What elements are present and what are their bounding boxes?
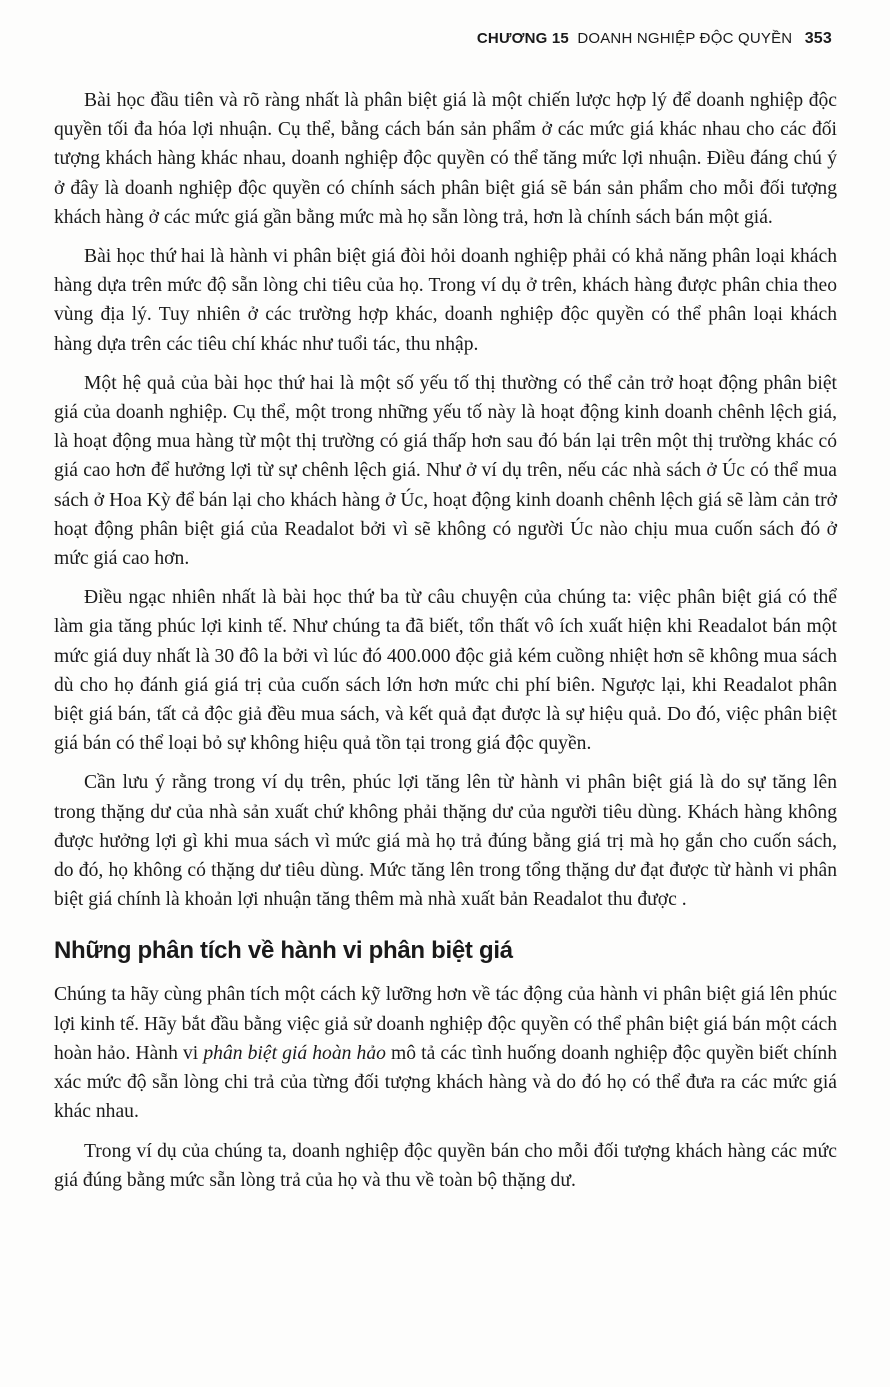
paragraph-surplus-note: Cần lưu ý rằng trong ví dụ trên, phúc lợi tăng lên từ hành vi phân biệt giá là do sự tăng lên trong thặng dư của nhà sản xuất chứ không phải thặng dư của người tiêu dùng. Khách hàng không được hưởng lợi gì khi mua sách vì mức giá mà họ trả đúng bằng giá trị mà họ gắn cho cuốn sách, do đó, họ không có thặng dư tiêu dùng. Mức tăng lên trong tổng thặng dư đạt được từ hành vi phân biệt giá chính là khoản lợi nhuận tăng thêm mà nhà xuất bản Readalot thu được . xyxy=(54,772,837,911)
section-intro-paragraph xyxy=(54,980,837,1126)
paragraph-arbitrage: Một hệ quả của bài học thứ hai là một số yếu tố thị thường có thể cản trở hoạt động phân biệt giá của doanh nghiệp. Cụ thể, một trong những yếu tố này là hoạt động kinh doanh chênh lệch giá, là hoạt động mua hàng từ một thị trường có giá thấp hơn sau đó bán lại trên một thị trường khác có giá cao hơn để hưởng lợi từ sự chênh lệch giá. Như ở ví dụ trên, nếu các nhà sách ở Úc có thể mua sách ở Hoa Kỳ để bán lại cho khách hàng ở Úc, hoạt động kinh doanh chênh lệch giá sẽ làm cản trở hoạt động phân biệt giá của Readalot bởi vì sẽ không có người Úc nào chịu mua cuốn sách đó ở mức giá cao hơn. xyxy=(54,372,837,570)
section-follow-paragraph: Trong ví dụ của chúng ta, doanh nghiệp độc quyền bán cho mỗi đối tượng khách hàng các mức giá đúng bằng mức sẵn lòng trả của họ và thu về toàn bộ thặng dư. xyxy=(54,1140,837,1191)
chapter-label: CHƯƠNG 15 xyxy=(476,30,569,47)
paragraph-lesson-three: Điều ngạc nhiên nhất là bài học thứ ba từ câu chuyện của chúng ta: việc phân biệt giá có thể làm gia tăng phúc lợi kinh tế. Như chúng ta đã biết, tổn thất vô ích xuất hiện khi Readalot bán một mức giá duy nhất là 30 đô la bởi vì lúc đó 400.000 độc giả kém cuồng nhiệt hơn sẽ không mua sách dù cho họ đánh giá giá trị của cuốn sách lớn hơn mức chi phí biên. Ngược lại, khi Readalot phân biệt giá bán, tất cả độc giả đều mua sách, và kết quả đạt được là sự hiệu quả. Do đó, việc phân biệt giá bán có thể loại bỏ sự không hiệu quả tồn tại trong giá độc quyền. xyxy=(54,587,837,755)
intro-text-before-term: Chúng ta hãy cùng phân tích một cách kỹ lưỡng hơn về tác động của hành vi phân biệt giá lên phúc lợi kinh tế. Hãy bắt đầu bằng việc giả sử doanh nghiệp độc quyền có thể phân biệt giá bán một cách hoàn hảo. Hành vi xyxy=(54,984,837,1064)
body-text xyxy=(54,86,837,1205)
perfect-price-discrimination-term: phân biệt giá hoàn hảo xyxy=(203,1042,386,1064)
page-number: 353 xyxy=(804,30,832,47)
paragraph-lesson-two: Bài học thứ hai là hành vi phân biệt giá đòi hỏi doanh nghiệp phải có khả năng phân loại khách hàng dựa trên mức độ sẵn lòng chi tiêu của họ. Trong ví dụ ở trên, khách hàng được phân chia theo vùng địa lý. Tuy nhiên ở các trường hợp khác, doanh nghiệp độc quyền có thể phân loại khách hàng dựa trên các tiêu chí khác như tuổi tác, thu nhập. xyxy=(54,246,837,355)
intro-text-after-term: mô tả các tình huống doanh nghiệp độc quyền biết chính xác mức độ sẵn lòng chi trả của từng đối tượng khách hàng và do đó họ có thể đưa ra các mức giá khác nhau. xyxy=(54,1042,837,1123)
paragraph-lesson-one: Bài học đầu tiên và rõ ràng nhất là phân biệt giá là một chiến lược hợp lý để doanh nghiệp độc quyền tối đa hóa lợi nhuận. Cụ thể, bằng cách bán sản phẩm ở các mức giá khác nhau cho các đối tượng khách hàng khác nhau, doanh nghiệp độc quyền có thể tăng mức lợi nhuận. Điều đáng chú ý ở đây là doanh nghiệp độc quyền có chính sách phân biệt giá sẽ bán sản phẩm cho mỗi đối tượng khách hàng ở các mức giá gần bằng mức mà họ sẵn lòng trả, hơn là chính sách bán một giá. xyxy=(54,90,837,228)
chapter-title: DOANH NGHIỆP ĐỘC QUYỀN xyxy=(577,30,793,47)
running-header xyxy=(477,30,832,48)
section-heading: Những phân tích về hành vi phân biệt giá xyxy=(54,937,513,965)
